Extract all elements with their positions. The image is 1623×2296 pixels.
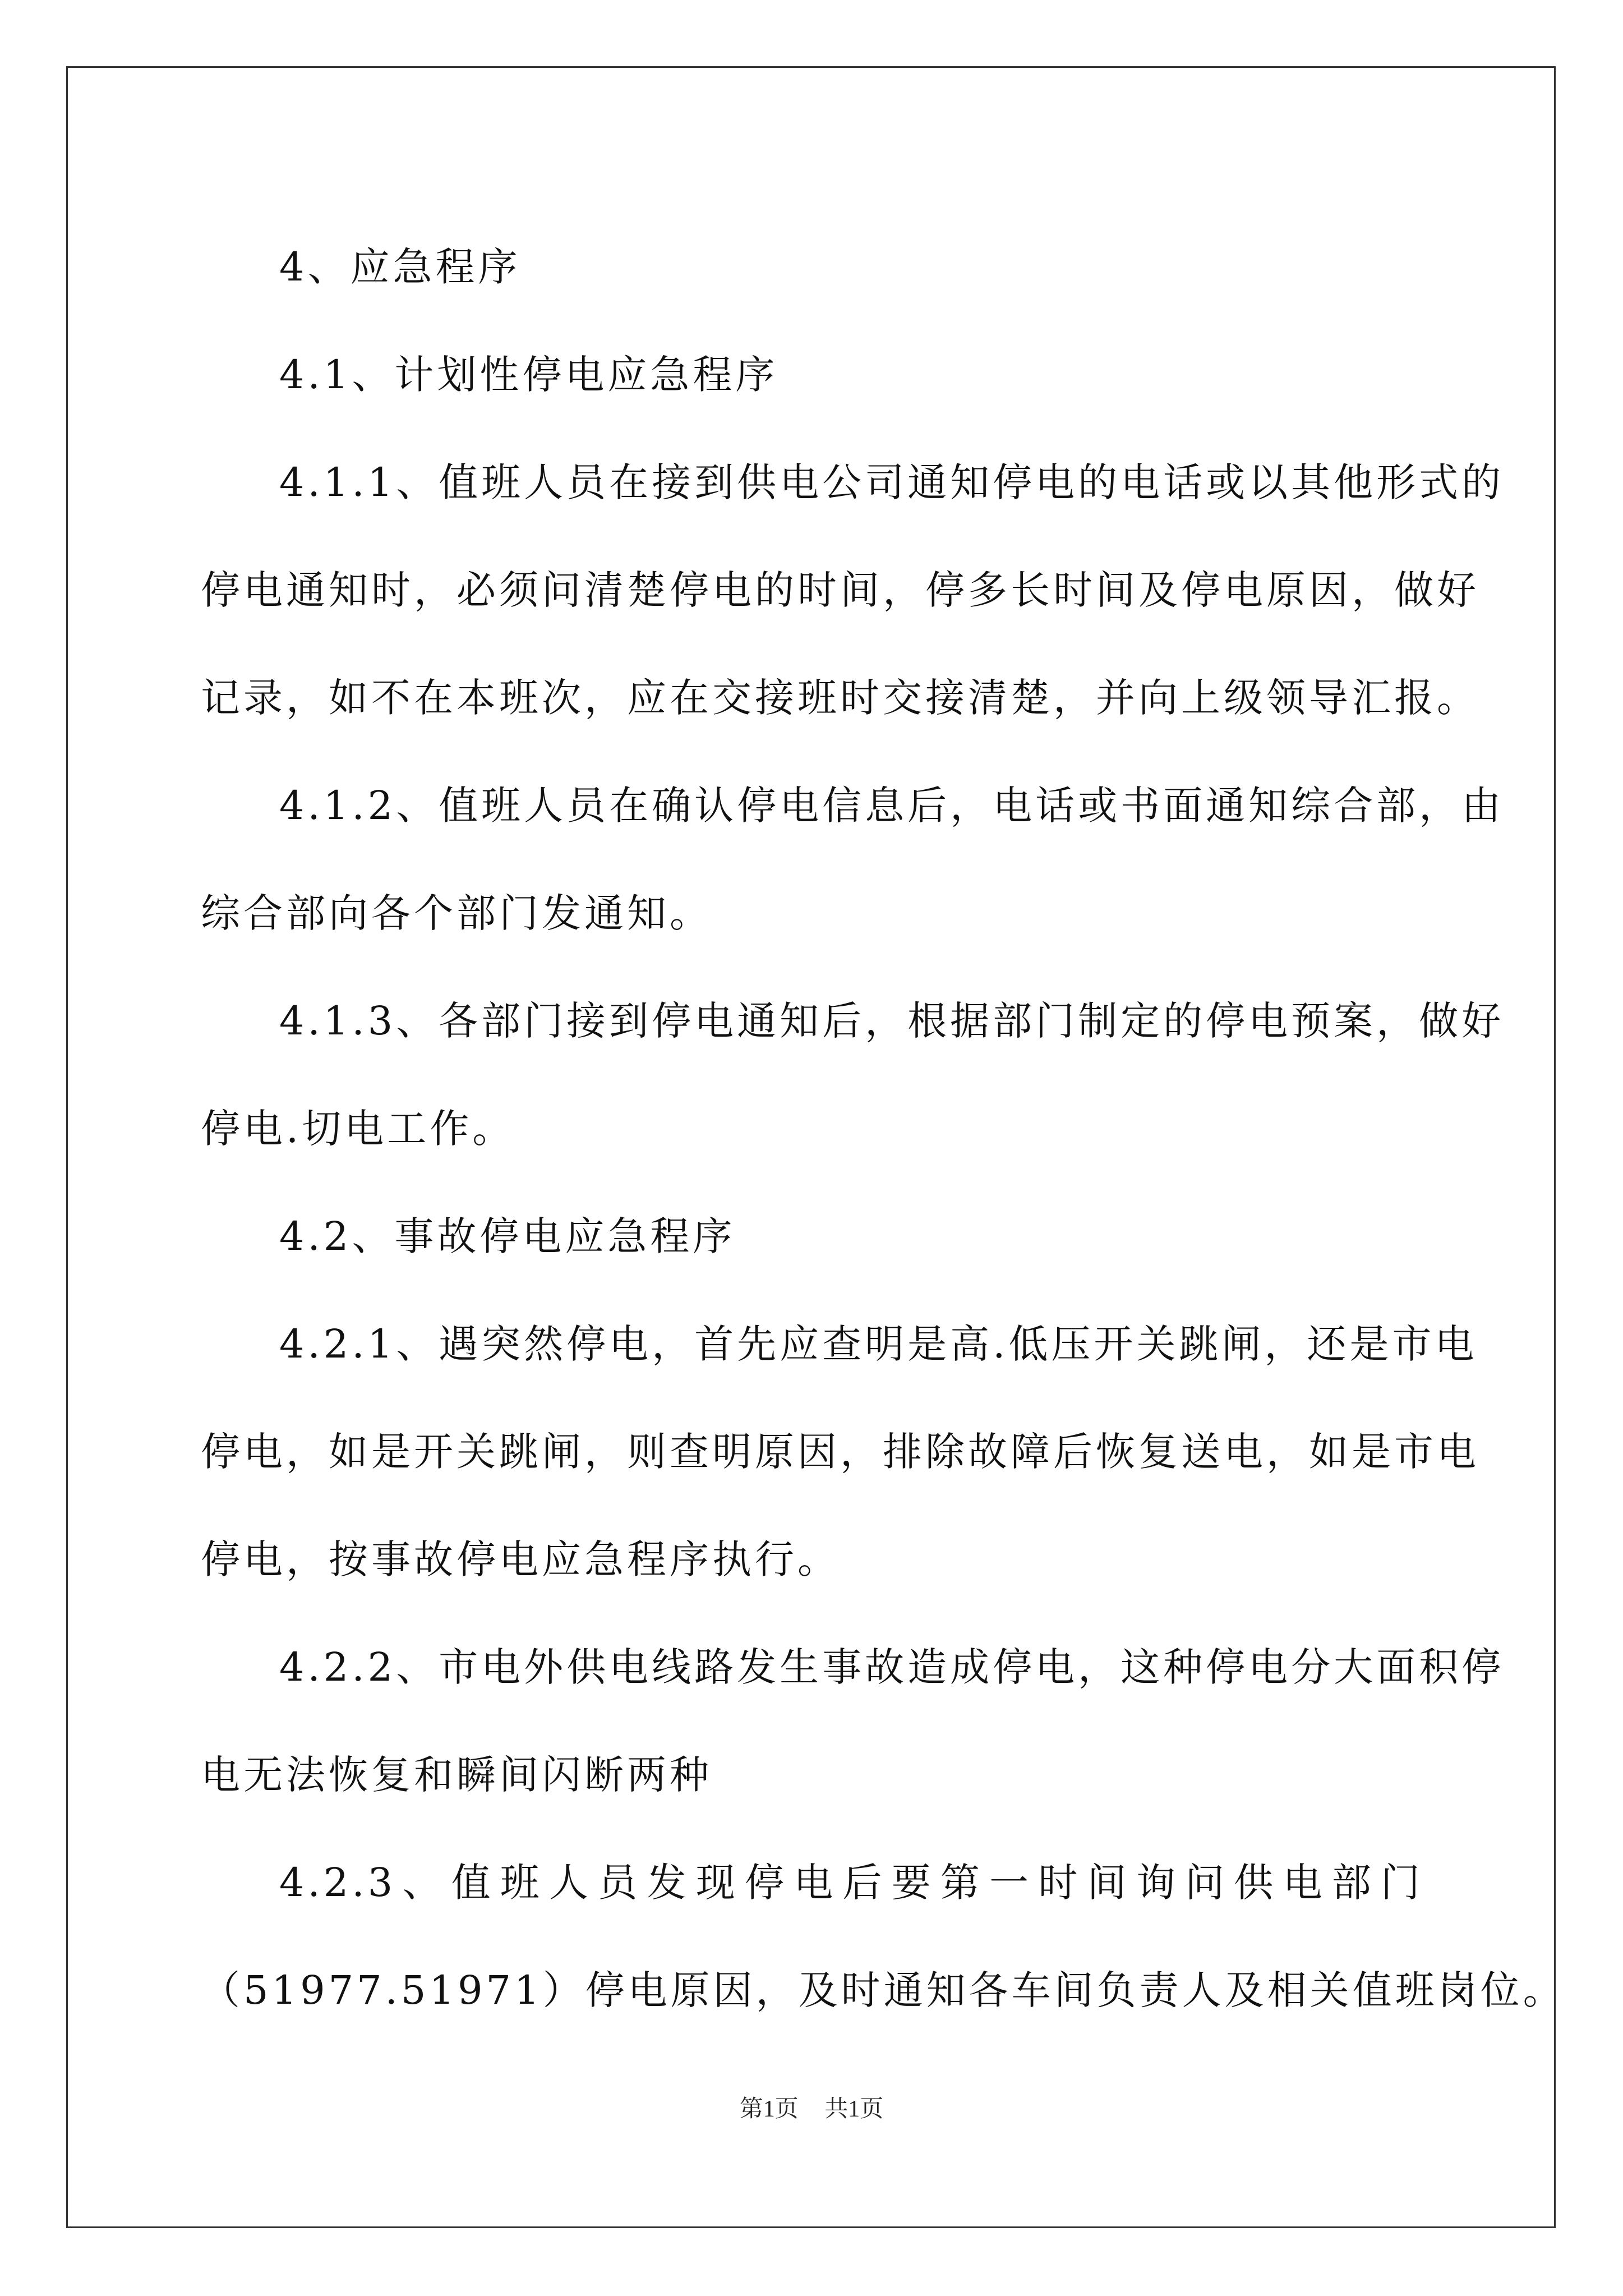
paragraph-line: 停电，如是开关跳闸，则查明原因，排除故障后恢复送电，如是市电 [201,1429,1479,1475]
paragraph-line: 4.1.2、值班人员在确认停电信息后，电话或书面通知综合部，由 [279,783,1505,829]
heading-4: 4、应急程序 [279,244,521,290]
paragraph-line: 停电通知时，必须问清楚停电的时间，停多长时间及停电原因，做好 [201,567,1479,613]
page-total: 共1页 [824,2096,884,2122]
paragraph-line: 综合部向各个部门发通知。 [201,890,712,936]
paragraph-line: 电无法恢复和瞬间闪断两种 [201,1752,712,1798]
heading-4-2: 4.2、事故停电应急程序 [279,1213,736,1259]
document-body [201,217,1566,2047]
paragraph-line: 4.2.2、市电外供电线路发生事故造成停电，这种停电分大面积停 [279,1644,1505,1690]
paragraph-line: 4.2.1、遇突然停电，首先应查明是高.低压开关跳闸，还是市电 [279,1321,1478,1367]
paragraph-line: 记录，如不在本班次，应在交接班时交接清楚，并向上级领导汇报。 [201,675,1479,721]
page-number: 第1页 [739,2096,799,2122]
paragraph-line: （51977.51971）停电原因，及时通知各车间负责人及相关值班岗位。 [201,1967,1566,2013]
paragraph-line: 停电.切电工作。 [201,1106,515,1152]
paragraph-line: 4.2.3、值班人员发现停电后要第一时间询问供电部门 [279,1860,1423,1906]
heading-4-1: 4.1、计划性停电应急程序 [279,352,778,398]
paragraph-line: 4.1.3、各部门接到停电通知后，根据部门制定的停电预案，做好 [279,998,1505,1044]
paragraph-line: 4.1.1、值班人员在接到供电公司通知停电的电话或以其他形式的 [279,459,1505,505]
page-footer [0,2090,1623,2124]
paragraph-line: 停电，按事故停电应急程序执行。 [201,1536,840,1582]
